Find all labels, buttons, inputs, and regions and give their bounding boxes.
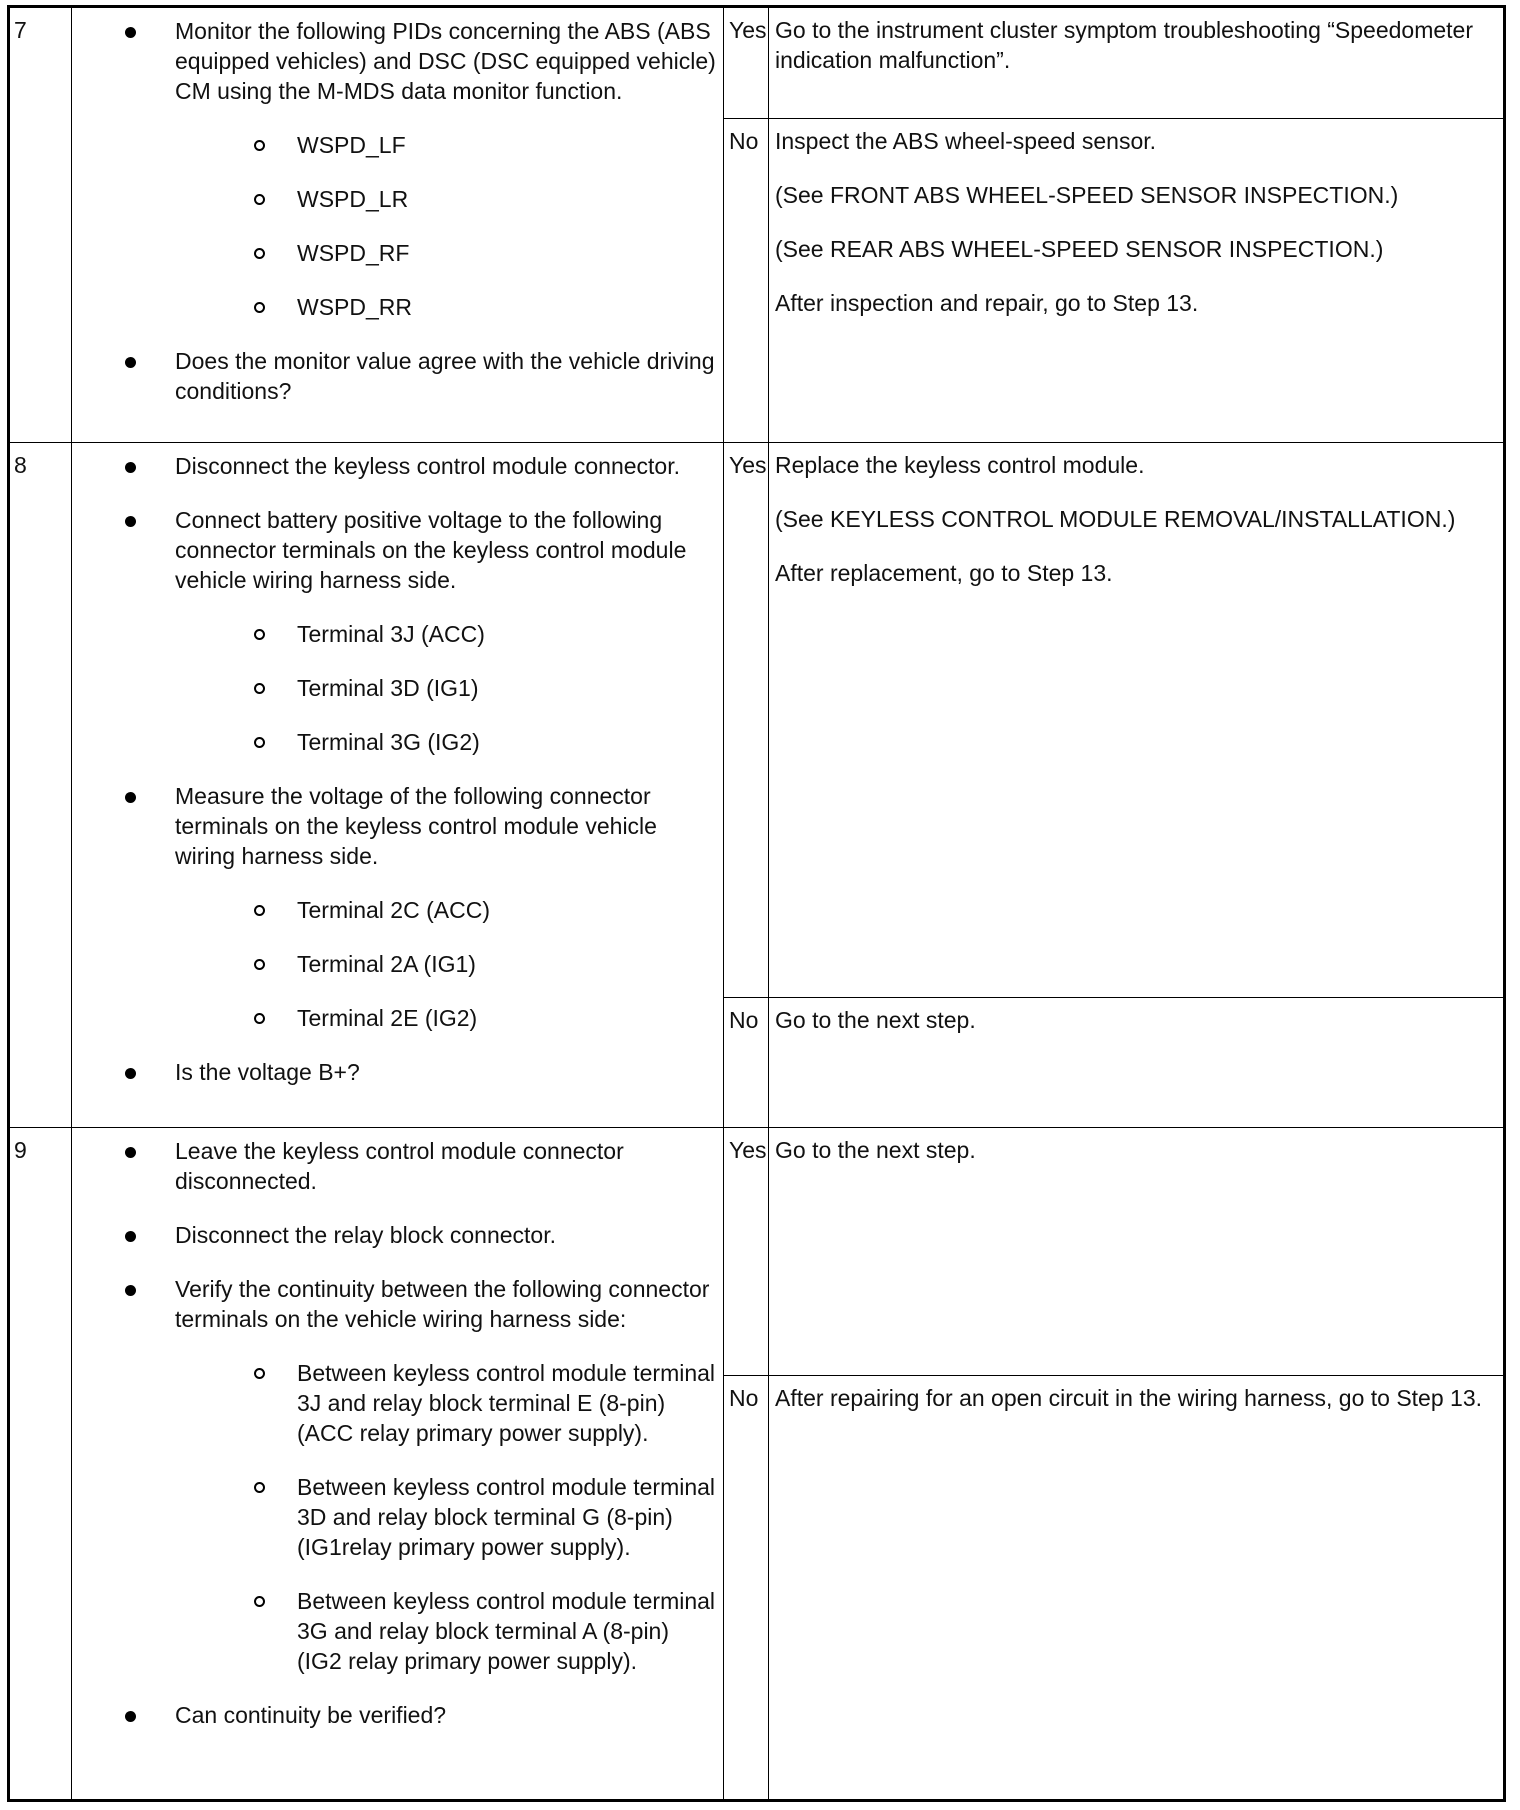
check-text: Can continuity be verified? [175,1702,447,1728]
check-item [122,1220,717,1250]
sub-item: Terminal 2A (IG1) [175,949,717,979]
check-text: Does the monitor value agree with the vehicle driving conditions? [175,348,715,404]
sub-item: WSPD_LF [175,130,717,160]
step-row-yes [9,1128,1505,1376]
no-action [769,1376,1505,1801]
sub-list [175,619,717,757]
no-action [769,119,1505,443]
action-text: (See REAR ABS WHEEL-SPEED SENSOR INSPECTION.) [775,236,1384,262]
check-text: Connect battery positive voltage to the following connector terminals on the keyless control module vehicle wiring harness side. [175,507,687,593]
action-text: (See FRONT ABS WHEEL-SPEED SENSOR INSPECTION.) [775,182,1399,208]
check-item [122,505,717,757]
yes-label: Yes [724,1128,769,1376]
sub-item: Terminal 2C (ACC) [175,895,717,925]
sub-item: WSPD_RR [175,292,717,322]
action-text: After repairing for an open circuit in the wiring harness, go to Step 13. [775,1385,1483,1411]
check-item [122,451,717,481]
check-text: Is the voltage B+? [175,1059,360,1085]
step-checks [72,1128,724,1801]
check-list [122,16,717,406]
no-label: No [724,998,769,1128]
check-text: Measure the voltage of the following connector terminals on the keyless control module vehicle wiring harness side. [175,783,657,869]
troubleshooting-table [7,5,1506,1802]
action-text: After inspection and repair, go to Step 13. [775,290,1199,316]
sub-item: WSPD_LR [175,184,717,214]
table-body [9,7,1505,1801]
check-list [122,451,717,1087]
step-row-yes [9,7,1505,119]
step-number: 9 [9,1128,72,1801]
sub-item: Between keyless control module terminal 3J and relay block terminal E (8-pin) (ACC relay primary power supply). [175,1358,717,1448]
action-text: After replacement, go to Step 13. [775,560,1113,586]
sub-item: Terminal 2E (IG2) [175,1003,717,1033]
sub-item: Terminal 3J (ACC) [175,619,717,649]
sub-item: Terminal 3G (IG2) [175,727,717,757]
yes-label: Yes [724,7,769,119]
sub-list [175,1358,717,1676]
action-text: Inspect the ABS wheel-speed sensor. [775,128,1157,154]
check-item [122,16,717,322]
check-text: Disconnect the keyless control module connector. [175,453,680,479]
no-action [769,998,1505,1128]
yes-action [769,1128,1505,1376]
sub-item: WSPD_RF [175,238,717,268]
check-text: Disconnect the relay block connector. [175,1222,556,1248]
no-label: No [724,119,769,443]
check-item [122,781,717,1033]
step-row-yes [9,443,1505,998]
check-item [122,1057,717,1087]
check-text: Leave the keyless control module connector disconnected. [175,1138,624,1194]
check-item [122,1700,717,1730]
check-text: Verify the continuity between the following connector terminals on the vehicle wiring harness side: [175,1276,710,1332]
action-text: Replace the keyless control module. [775,452,1145,478]
sub-list [175,130,717,322]
step-number: 7 [9,7,72,443]
check-item [122,1136,717,1196]
action-text: (See KEYLESS CONTROL MODULE REMOVAL/INSTALLATION.) [775,506,1456,532]
action-text: Go to the next step. [775,1007,976,1033]
sub-item: Between keyless control module terminal 3D and relay block terminal G (8-pin) (IG1relay primary power supply). [175,1472,717,1562]
yes-label: Yes [724,443,769,998]
step-checks [72,7,724,443]
check-text: Monitor the following PIDs concerning the ABS (ABS equipped vehicles) and DSC (DSC equipped vehicle) CM using the M-MDS data monitor function. [175,18,716,104]
check-item [122,346,717,406]
check-list [122,1136,717,1730]
sub-item: Between keyless control module terminal 3G and relay block terminal A (8-pin) (IG2 relay primary power supply). [175,1586,717,1676]
step-checks [72,443,724,1128]
yes-action [769,7,1505,119]
step-number: 8 [9,443,72,1128]
action-text: Go to the next step. [775,1137,976,1163]
action-text: Go to the instrument cluster symptom troubleshooting “Speedometer indication malfunction”. [775,17,1474,73]
no-label: No [724,1376,769,1801]
sub-list [175,895,717,1033]
yes-action [769,443,1505,998]
sub-item: Terminal 3D (IG1) [175,673,717,703]
check-item [122,1274,717,1676]
